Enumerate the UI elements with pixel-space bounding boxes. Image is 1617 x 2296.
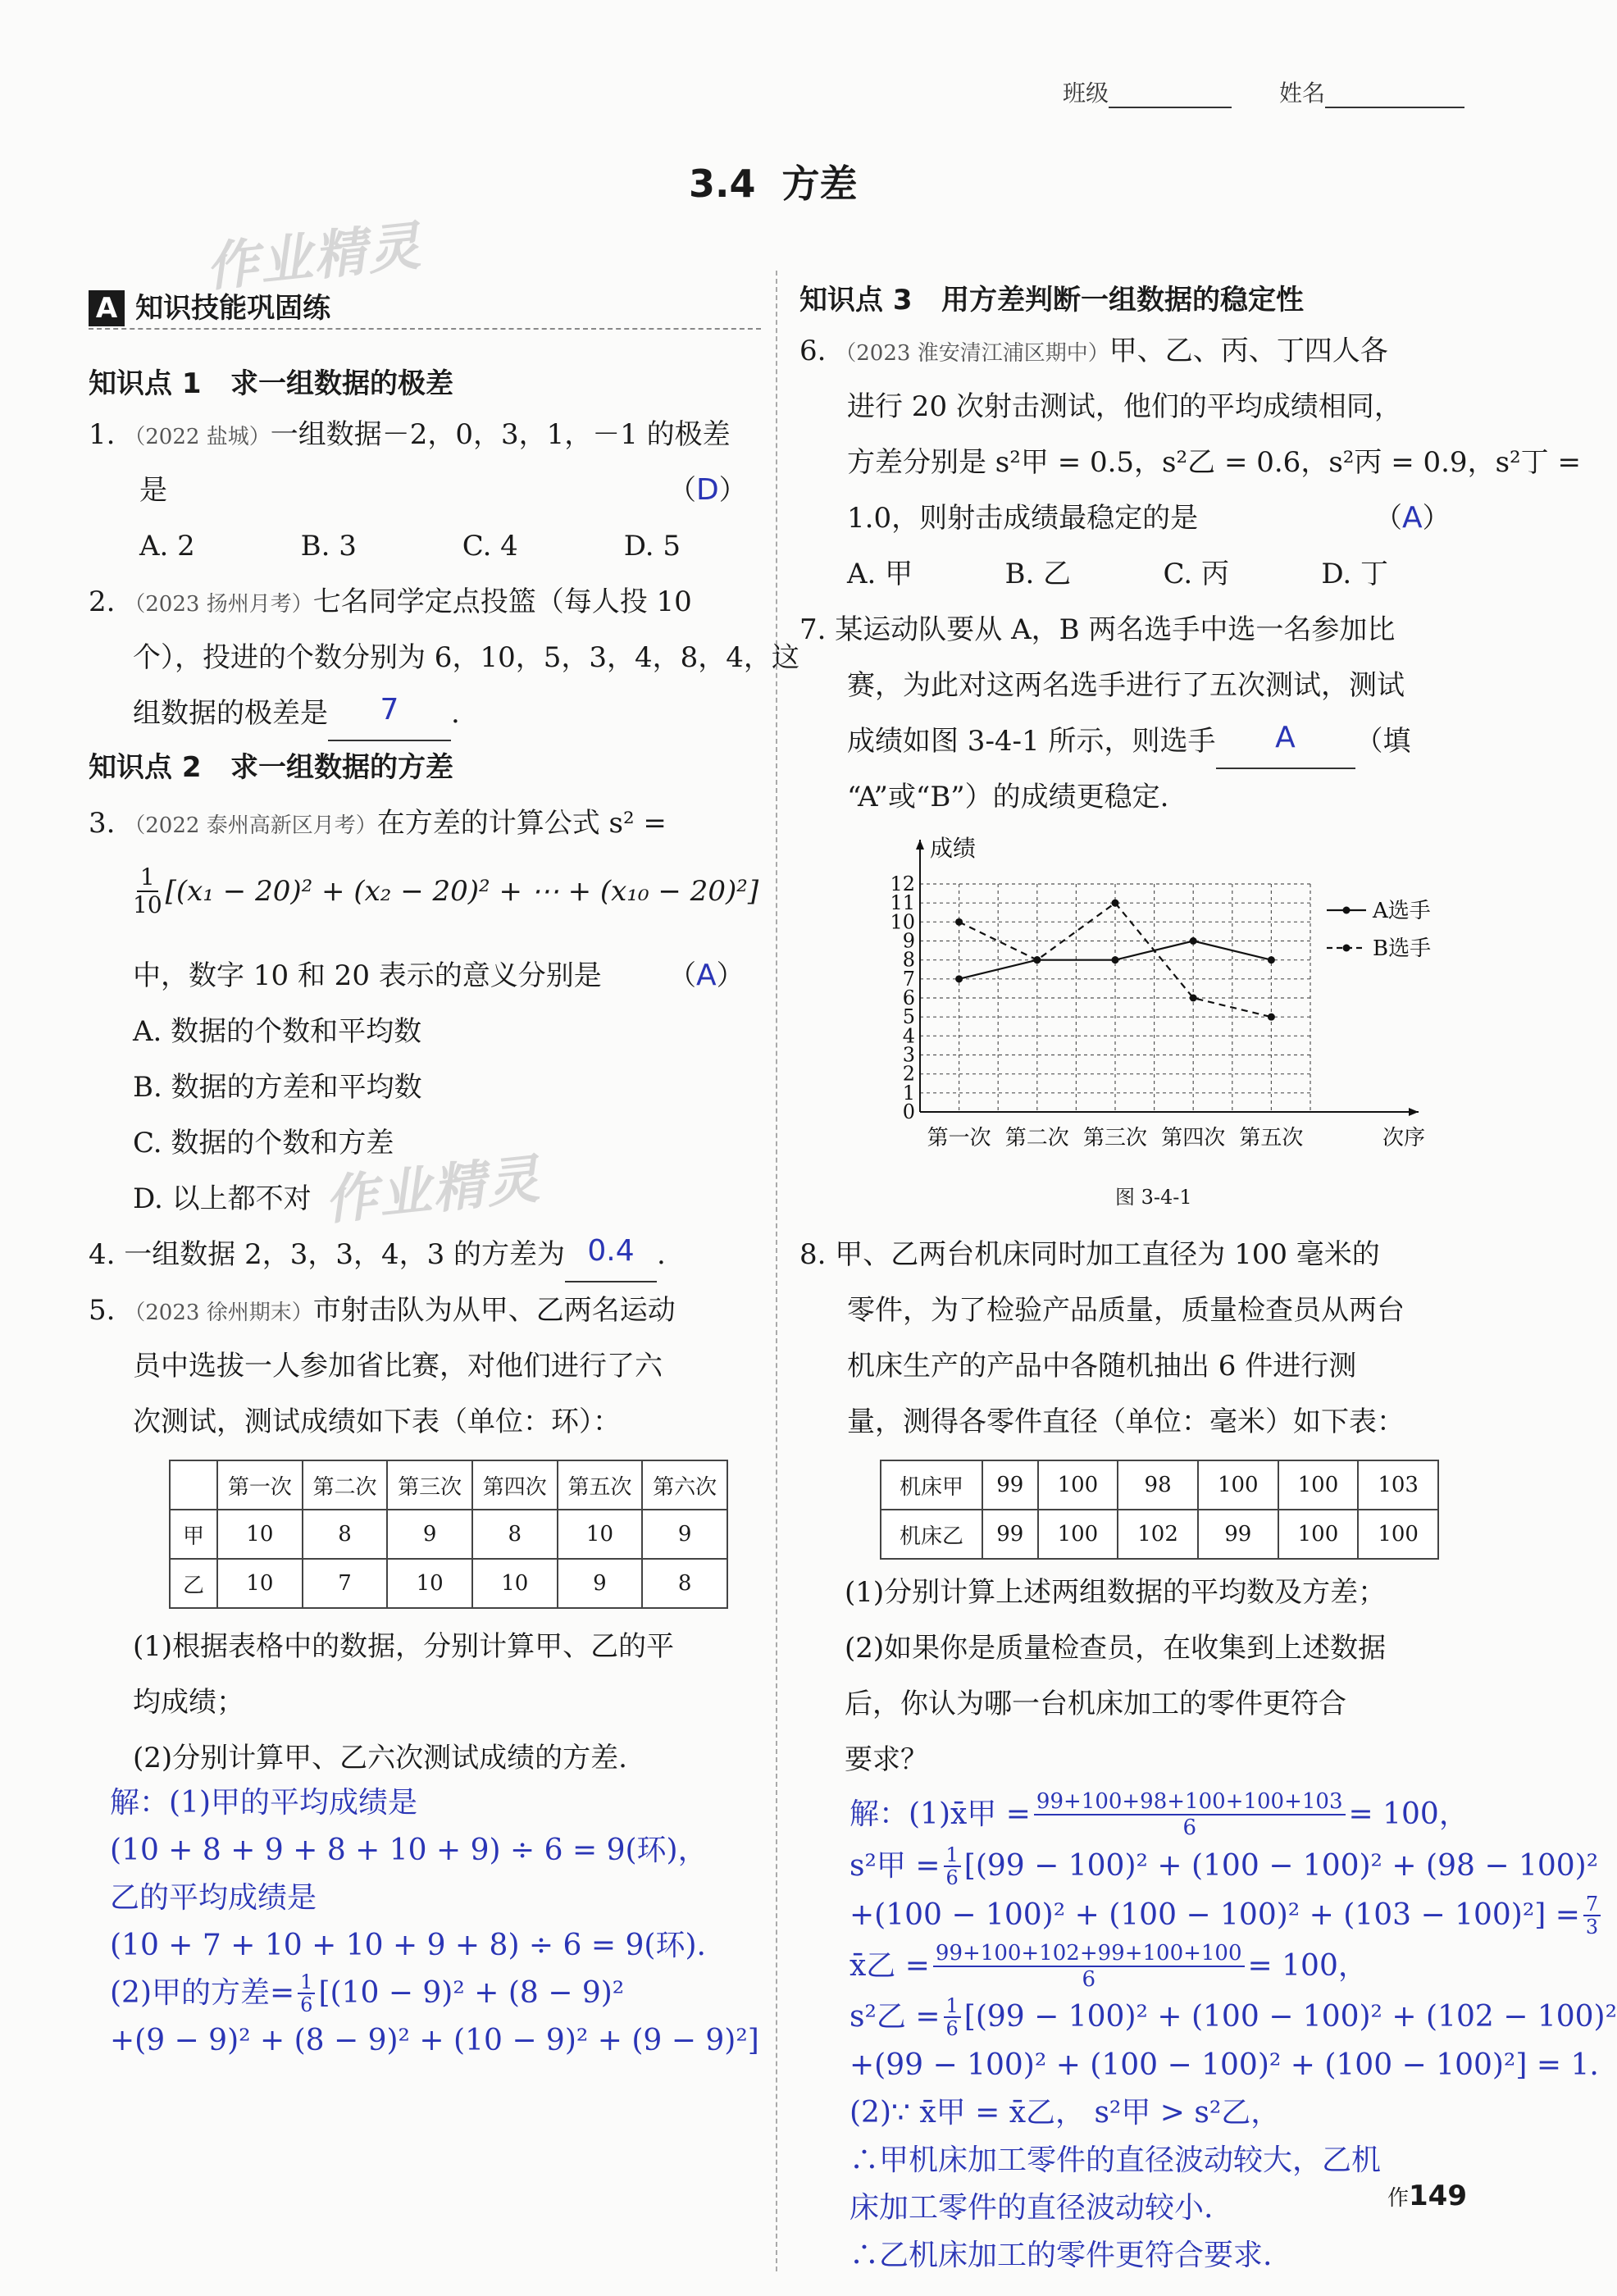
q7-answer: A xyxy=(1275,721,1296,754)
q7-num: 7. xyxy=(799,613,827,646)
q3-answer[interactable]: A xyxy=(696,959,717,992)
paren-left: （ xyxy=(668,959,696,992)
page-number xyxy=(1387,2180,1467,2212)
legend-label: A选手 xyxy=(1373,899,1431,923)
q3-line1: 在方差的计算公式 s² = xyxy=(376,807,667,840)
q6-answer-paren xyxy=(1374,490,1451,546)
q3-formula-text: [(x₁ − 20)² + (x₂ − 20)² + ⋯ + (x₁₀ − 20)²] xyxy=(165,875,759,908)
q8-num: 8. xyxy=(799,1238,827,1271)
q1-answer[interactable]: D xyxy=(696,473,719,507)
q8-line1-text: 甲、乙两台机床同时加工直径为 100 毫米的 xyxy=(835,1238,1380,1271)
table-row xyxy=(170,1559,727,1608)
class-blank[interactable] xyxy=(1109,107,1232,108)
table-cell: 9 xyxy=(558,1559,643,1608)
q1-option-a[interactable]: A. 2 xyxy=(139,530,195,563)
sol-text: [(99 − 100)² + (100 − 100)² + (102 − 100)² xyxy=(963,2000,1617,2034)
q7-line3 xyxy=(847,713,1411,769)
y-tick-label: 11 xyxy=(890,891,915,915)
x-tick-label: 第三次 xyxy=(1082,1126,1148,1150)
y-tick-label: 8 xyxy=(902,948,915,972)
q3-line3: 中，数字 10 和 20 表示的意义分别是 xyxy=(133,959,602,992)
table-cell: 8 xyxy=(303,1510,388,1559)
table-cell: 8 xyxy=(472,1510,558,1559)
q5-table xyxy=(169,1460,728,1609)
q5-sol-line: +(9 − 9)² + (8 − 9)² + (10 − 9)² + (9 − 9)²] xyxy=(110,2024,759,2057)
table-cell: 99 xyxy=(1198,1510,1278,1559)
q6-line2: 进行 20 次射击测试，他们的平均成绩相同， xyxy=(847,390,1402,423)
q5-line3: 次测试，测试成绩如下表（单位：环）： xyxy=(133,1405,621,1438)
y-axis-label: 成绩 xyxy=(930,835,977,862)
paren-right: ） xyxy=(1422,502,1451,535)
q6-source: （2023 淮安清江浦区期中） xyxy=(835,341,1109,366)
q6-line3: 方差分别是 s²甲 = 0.5，s²乙 = 0.6，s²丙 = 0.9，s²丁 = xyxy=(847,446,1581,479)
q1-line2: 是 xyxy=(139,474,167,507)
q3-option-d[interactable]: D. 以上都不对 xyxy=(133,1182,312,1215)
data-point xyxy=(1033,956,1041,963)
q4 xyxy=(89,1227,666,1282)
q4-text: 一组数据 2，3，3，4，3 的方差为 xyxy=(124,1238,566,1271)
table-row xyxy=(881,1510,1438,1559)
table-row xyxy=(881,1460,1438,1510)
y-tick-label: 9 xyxy=(902,929,915,953)
q8-line4: 量，测得各零件直径（单位：毫米）如下表： xyxy=(847,1405,1405,1438)
q8-sol-line xyxy=(849,1993,1617,2042)
q8-line3: 机床生产的产品中各随机抽出 6 件进行测 xyxy=(847,1350,1357,1383)
table-cell: 乙 xyxy=(170,1559,217,1608)
table-cell: 8 xyxy=(642,1559,727,1608)
sol-fraction xyxy=(1583,1893,1601,1938)
name-blank[interactable] xyxy=(1325,107,1464,108)
paren-left: （ xyxy=(1374,502,1402,535)
table-cell: 100 xyxy=(1038,1510,1118,1559)
data-point xyxy=(955,918,963,926)
data-point xyxy=(1190,995,1197,1002)
q6-answer[interactable]: A xyxy=(1402,501,1423,535)
table-cell: 机床乙 xyxy=(881,1510,982,1559)
page-prefix: 作 xyxy=(1387,2186,1410,2211)
sol-text: +(100 − 100)² + (100 − 100)² + (103 − 100)²] = xyxy=(849,1898,1580,1932)
q8-sol-line xyxy=(849,1788,1617,1842)
table-header-cell: 第六次 xyxy=(642,1460,727,1510)
table-cell: 7 xyxy=(303,1559,388,1608)
q5-sol-line: (10 + 7 + 10 + 10 + 9 + 8) ÷ 6 = 9(环). xyxy=(110,1929,706,1962)
q8-sol-line: ∴甲机床加工零件的直径波动较大，乙机 xyxy=(849,2143,1382,2177)
q8-sol-line: (2)∵ x̄甲 = x̄乙， s²甲 > s²乙， xyxy=(849,2096,1281,2130)
table-header-cell: 第三次 xyxy=(387,1460,472,1510)
q5-line1: 市射击队为从甲、乙两名运动 xyxy=(312,1294,676,1327)
x-tick-label: 第五次 xyxy=(1239,1126,1304,1150)
x-axis-arrow xyxy=(1409,1108,1419,1116)
legend-marker xyxy=(1343,945,1351,952)
y-tick-label: 1 xyxy=(902,1081,915,1105)
data-point xyxy=(1190,937,1197,945)
q1-option-c[interactable]: C. 4 xyxy=(462,530,518,563)
table-header-cell: 第二次 xyxy=(303,1460,388,1510)
table-cell: 100 xyxy=(1198,1460,1278,1510)
q3-frac-num: 1 xyxy=(137,864,158,892)
q5-num: 5. xyxy=(89,1294,116,1327)
q6-option-c[interactable]: C. 丙 xyxy=(1163,558,1229,590)
table-cell: 100 xyxy=(1358,1510,1438,1559)
section-badge: A xyxy=(89,290,125,326)
x-tick-label: 第一次 xyxy=(927,1126,991,1150)
q8-line1 xyxy=(799,1227,1380,1282)
table-cell: 98 xyxy=(1118,1460,1198,1510)
q1-option-b[interactable]: B. 3 xyxy=(300,530,357,563)
q5-source: （2023 徐州期末） xyxy=(124,1301,313,1325)
q8-sol-line xyxy=(849,1842,1617,1891)
q2-end: . xyxy=(451,697,460,730)
q8-sol-line: 床加工零件的直径波动较小. xyxy=(849,2191,1214,2225)
table-cell: 100 xyxy=(1038,1460,1118,1510)
table-cell: 10 xyxy=(558,1510,643,1559)
q8-sol-line: ∴乙机床加工的零件更符合要求. xyxy=(849,2239,1273,2272)
q4-num: 4. xyxy=(89,1238,116,1271)
sol-text: x̄乙 = xyxy=(849,1949,930,1983)
sol-text: = 100， xyxy=(1348,1797,1469,1831)
q8-sol-line xyxy=(849,1940,1617,1993)
frac-num: 1 xyxy=(944,1844,961,1867)
table-cell: 10 xyxy=(217,1510,303,1559)
q1-source: （2022 盐城） xyxy=(124,425,271,449)
kp1-heading: 知识点 1 求一组数据的极差 xyxy=(89,367,454,400)
q3-num: 3. xyxy=(89,807,116,840)
sol-text: s²甲 = xyxy=(849,1849,941,1883)
frac-num: 1 xyxy=(298,1971,315,1994)
sol-text: s²乙 = xyxy=(849,2000,941,2034)
frac-den: 6 xyxy=(945,1866,959,1889)
q6-option-d[interactable]: D. 丁 xyxy=(1321,558,1388,590)
q8-sol-line: +(99 − 100)² + (100 − 100)² + (100 − 100)²] = 1. xyxy=(849,2048,1599,2082)
q5-sub1a: (1)根据表格中的数据，分别计算甲、乙的平 xyxy=(133,1630,675,1663)
q4-answer: 0.4 xyxy=(587,1234,635,1268)
paren-right: ） xyxy=(718,474,747,507)
q1-option-d[interactable]: D. 5 xyxy=(623,530,681,563)
x-axis-label: 次序 xyxy=(1382,1126,1426,1150)
table-cell: 10 xyxy=(217,1559,303,1608)
q2-line2: 个），投进的个数分别为 6，10，5，3，4，8，4，这 xyxy=(133,641,799,674)
frac-den: 6 xyxy=(1082,1967,1095,1992)
table-row xyxy=(170,1510,727,1559)
table-header-cell: 第五次 xyxy=(558,1460,643,1510)
frac-den: 6 xyxy=(945,2017,959,2040)
q3-frac-den: 10 xyxy=(133,891,162,918)
q2-num: 2. xyxy=(89,585,116,618)
q4-end: . xyxy=(657,1238,666,1271)
class-label: 班级 xyxy=(1063,80,1109,107)
q3-formula xyxy=(133,864,758,918)
table-cell: 9 xyxy=(642,1510,727,1559)
section-header xyxy=(89,285,761,328)
q6 xyxy=(799,323,1388,381)
y-tick-label: 5 xyxy=(902,1005,915,1029)
page-title: 3.4 方差 xyxy=(689,162,858,206)
q6-line4: 1.0，则射击成绩最稳定的是 xyxy=(847,502,1199,535)
table-cell: 99 xyxy=(982,1510,1038,1559)
frac-num: 99+100+98+100+100+103 xyxy=(1034,1789,1346,1815)
sol-fraction xyxy=(944,1995,961,2039)
data-point xyxy=(1268,1014,1275,1021)
watermark: 作业精灵 xyxy=(203,216,425,299)
q5-sol-line: (10 + 8 + 9 + 8 + 10 + 9) ÷ 6 = 9(环)， xyxy=(110,1834,708,1867)
q1-options xyxy=(139,518,763,574)
data-point xyxy=(1112,956,1119,963)
table-cell: 甲 xyxy=(170,1510,217,1559)
q2-line1: 七名同学定点投篮（每人投 10 xyxy=(312,585,692,618)
table-cell: 100 xyxy=(1278,1510,1359,1559)
q1-answer-paren xyxy=(668,462,747,518)
q7-line2: 赛，为此对这两名选手进行了五次测试，测试 xyxy=(847,669,1405,702)
y-tick-label: 3 xyxy=(902,1043,915,1067)
frac-num: 7 xyxy=(1583,1893,1601,1916)
y-tick-label: 7 xyxy=(902,967,915,991)
q7-line3-end: （填 xyxy=(1355,725,1411,758)
q2-answer-blank[interactable] xyxy=(328,694,451,741)
q2-line3-text: 组数据的极差是 xyxy=(133,697,328,730)
frac-den: 6 xyxy=(1182,1815,1196,1840)
sol-fraction xyxy=(933,1941,1245,1992)
q3 xyxy=(89,795,667,854)
frac-num: 1 xyxy=(944,1995,961,2018)
q1-num: 1. xyxy=(89,418,116,451)
section-title: 知识技能巩固练 xyxy=(135,292,331,325)
y-tick-label: 2 xyxy=(902,1062,915,1086)
chart-caption: 图 3-4-1 xyxy=(1115,1186,1192,1209)
q2-source: （2023 扬州月考） xyxy=(124,592,313,617)
table-cell: 9 xyxy=(387,1510,472,1559)
q2-answer: 7 xyxy=(380,693,399,727)
q8-solution xyxy=(849,1788,1617,2280)
q2 xyxy=(89,574,692,632)
line-chart xyxy=(877,828,1484,1205)
table-cell: 机床甲 xyxy=(881,1460,982,1510)
q6-line1: 甲、乙、丙、丁四人各 xyxy=(1109,335,1388,367)
q8-table xyxy=(880,1460,1439,1560)
y-tick-label: 12 xyxy=(890,872,915,895)
q5-line2: 员中选拔一人参加省比赛，对他们进行了六 xyxy=(133,1350,663,1383)
q8-sub2c: 要求？ xyxy=(845,1743,928,1776)
frac-den: 3 xyxy=(1585,1916,1599,1938)
table-header-cell: 第一次 xyxy=(217,1460,303,1510)
q7-line1-text: 某运动队要从 A，B 两名选手中选一名参加比 xyxy=(835,613,1396,646)
section-rule xyxy=(89,328,761,330)
q7-line1 xyxy=(799,602,1395,658)
name-label: 姓名 xyxy=(1279,80,1326,107)
q8-line2: 零件，为了检验产品质量，质量检查员从两台 xyxy=(847,1294,1405,1327)
q5-solution xyxy=(110,1779,759,2065)
class-field xyxy=(1063,75,1232,108)
sol-text: [(99 − 100)² + (100 − 100)² + (98 − 100)² xyxy=(963,1849,1599,1883)
q3-option-c[interactable]: C. 数据的个数和方差 xyxy=(133,1127,394,1159)
data-point xyxy=(1112,900,1119,907)
column-divider xyxy=(776,271,777,2271)
page-number-value: 149 xyxy=(1409,2180,1467,2212)
table-cell: 10 xyxy=(387,1559,472,1608)
q5-sol-fraction xyxy=(298,1971,315,2016)
q5-sub1b: 均成绩； xyxy=(133,1686,244,1719)
table-cell: 10 xyxy=(472,1559,558,1608)
table-cell: 103 xyxy=(1358,1460,1438,1510)
q8-sub2b: 后，你认为哪一台机床加工的零件更符合 xyxy=(845,1688,1346,1720)
x-tick-label: 第二次 xyxy=(1004,1126,1069,1150)
q6-options xyxy=(847,546,1437,602)
y-axis-arrow xyxy=(916,840,924,850)
q6-option-b[interactable]: B. 乙 xyxy=(1004,558,1072,590)
sol-fraction xyxy=(1034,1789,1346,1840)
table-header-row xyxy=(170,1460,727,1510)
paren-left: （ xyxy=(668,474,696,507)
q3-answer-paren xyxy=(668,948,745,1004)
q8-sub2a: (2)如果你是质量检查员，在收集到上述数据 xyxy=(845,1632,1387,1665)
q2-line3 xyxy=(133,686,460,741)
table-header-cell xyxy=(170,1460,217,1510)
q5-sol-text: [(10 − 9)² + (8 − 9)² xyxy=(318,1976,625,2010)
frac-den: 6 xyxy=(300,1993,313,2016)
q7-answer-blank[interactable] xyxy=(1216,722,1355,769)
x-tick-label: 第四次 xyxy=(1161,1126,1226,1150)
q5 xyxy=(89,1282,676,1341)
y-tick-label: 0 xyxy=(902,1100,915,1123)
sol-fraction xyxy=(944,1844,961,1888)
q6-option-a[interactable]: A. 甲 xyxy=(847,558,913,590)
name-field xyxy=(1279,75,1464,108)
q6-num: 6. xyxy=(799,335,827,367)
q7-line3-text: 成绩如图 3-4-1 所示，则选手 xyxy=(847,725,1216,758)
legend-label: B选手 xyxy=(1373,936,1432,961)
table-cell: 100 xyxy=(1278,1460,1359,1510)
table-header-cell: 第四次 xyxy=(472,1460,558,1510)
q1-line1: 一组数据－2，0，3，1，－1 的极差 xyxy=(270,418,731,451)
paren-right: ） xyxy=(716,959,745,992)
q3-fraction xyxy=(133,864,162,918)
y-tick-label: 10 xyxy=(890,910,915,934)
y-tick-label: 6 xyxy=(902,986,915,1009)
q5-sol-text: (2)甲的方差= xyxy=(110,1976,295,2010)
q3-source: （2022 泰州高新区月考） xyxy=(124,813,377,838)
table-cell: 99 xyxy=(982,1460,1038,1510)
q5-sol-line: 解：(1)甲的平均成绩是 xyxy=(110,1786,417,1820)
frac-num: 99+100+102+99+100+100 xyxy=(933,1941,1245,1967)
data-point xyxy=(1268,956,1275,963)
q4-answer-blank[interactable] xyxy=(565,1235,657,1282)
q5-sub2: (2)分别计算甲、乙六次测试成绩的方差. xyxy=(133,1742,627,1774)
q3-option-a[interactable]: A. 数据的个数和平均数 xyxy=(133,1015,422,1048)
y-tick-label: 4 xyxy=(902,1024,915,1048)
q8-sol-line xyxy=(849,1891,1617,1940)
sol-text: 解：(1)x̄甲 = xyxy=(849,1797,1031,1831)
kp2-heading: 知识点 2 求一组数据的方差 xyxy=(89,751,454,784)
q5-sol-line xyxy=(110,1970,759,2017)
q8-sub1: (1)分别计算上述两组数据的平均数及方差； xyxy=(845,1576,1387,1609)
q1 xyxy=(89,407,731,465)
data-point xyxy=(955,975,963,982)
q7-line4: “A”或“B”）的成绩更稳定. xyxy=(847,781,1169,813)
legend-marker xyxy=(1343,907,1351,914)
q5-sol-line: 乙的平均成绩是 xyxy=(110,1881,317,1915)
table-cell: 102 xyxy=(1118,1510,1198,1559)
watermark-2: 作业精灵 xyxy=(321,1149,544,1232)
kp3-heading: 知识点 3 用方差判断一组数据的稳定性 xyxy=(799,284,1305,317)
sol-text: = 100， xyxy=(1247,1949,1368,1983)
q3-option-b[interactable]: B. 数据的方差和平均数 xyxy=(133,1071,422,1104)
